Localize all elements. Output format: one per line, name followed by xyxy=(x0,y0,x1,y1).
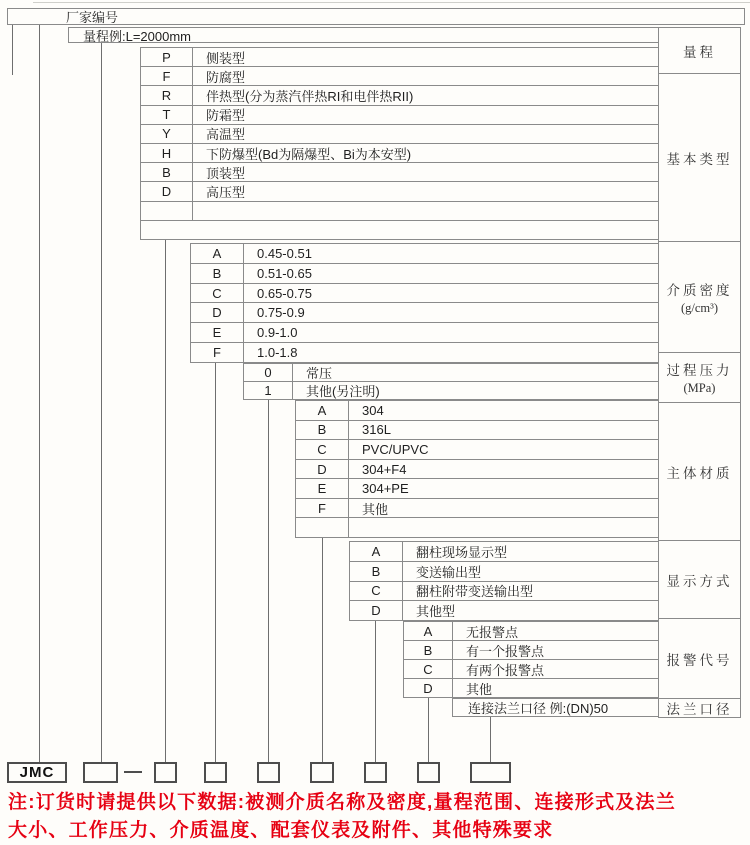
code-cell: A xyxy=(191,244,244,263)
ordering-note-line2: 大小、工作压力、介质温度、配套仪表及附件、其他特殊要求 xyxy=(8,820,554,841)
table-row xyxy=(141,163,658,182)
code-cell xyxy=(141,202,193,220)
table-row xyxy=(404,622,658,641)
label-density: 介质密度 (g/cm³) xyxy=(659,242,740,353)
connector-line-alarm xyxy=(428,698,429,762)
connector-line-density xyxy=(215,363,216,762)
code-cell: D xyxy=(404,679,453,697)
desc-cell: 防腐型 xyxy=(206,69,246,85)
range-example-text: 量程例:L=2000mm xyxy=(83,28,192,44)
desc-cell: 304+PE xyxy=(362,481,409,497)
connector-line-flange xyxy=(490,717,491,762)
desc-cell: 0.75-0.9 xyxy=(257,305,305,321)
code-cell: B xyxy=(404,641,453,659)
code-cell: F xyxy=(191,343,244,362)
connector-stub xyxy=(12,25,13,75)
code-cell: D xyxy=(141,182,193,200)
code-box-alarm xyxy=(417,762,440,783)
code-cell: B xyxy=(141,163,193,181)
desc-cell: 304+F4 xyxy=(362,461,407,477)
connector-line-display xyxy=(375,621,376,762)
code-cell: D xyxy=(191,303,244,322)
desc-cell: 有一个报警点 xyxy=(466,643,545,659)
code-cell: 1 xyxy=(244,382,293,399)
connector-line-factory xyxy=(39,25,40,762)
desc-cell: 其他(另注明) xyxy=(306,384,380,399)
code-box-basic-type xyxy=(154,762,177,783)
table-row xyxy=(141,125,658,144)
desc-cell: PVC/UPVC xyxy=(362,441,429,457)
code-box-range xyxy=(83,762,118,783)
code-cell: R xyxy=(141,86,193,104)
desc-cell: 无报警点 xyxy=(466,624,519,640)
table-row xyxy=(296,518,658,538)
density-table xyxy=(190,243,658,363)
desc-cell: 316L xyxy=(362,422,391,438)
display-mode-table xyxy=(349,541,658,621)
label-pressure: 过程压力 (MPa) xyxy=(659,353,740,403)
table-row xyxy=(191,284,658,304)
table-row xyxy=(191,303,658,323)
desc-cell: 翻柱附带变送输出型 xyxy=(416,584,534,600)
code-cell: A xyxy=(296,401,349,420)
table-row xyxy=(141,86,658,105)
alarm-code-table xyxy=(403,621,658,698)
table-row xyxy=(296,401,658,421)
code-cell: E xyxy=(191,323,244,342)
desc-cell: 下防爆型(Bd为隔爆型、Bi为本安型) xyxy=(206,146,412,162)
connector-line-pressure xyxy=(268,400,269,762)
table-row xyxy=(141,182,658,201)
desc-cell xyxy=(193,221,658,239)
label-alarm-code: 报警代号 xyxy=(659,619,740,699)
desc-cell: 高压型 xyxy=(206,185,246,201)
pressure-table xyxy=(243,363,658,400)
desc-cell xyxy=(193,202,658,220)
label-material: 主体材质 xyxy=(659,403,740,541)
code-box-density xyxy=(204,762,227,783)
desc-cell xyxy=(349,518,658,537)
label-range: 量程 xyxy=(659,28,740,74)
table-row xyxy=(404,641,658,660)
desc-cell: 顶装型 xyxy=(206,165,246,181)
desc-cell: 304 xyxy=(362,402,384,418)
code-cell: B xyxy=(296,421,349,440)
factory-code-row xyxy=(7,8,745,25)
desc-cell: 其他型 xyxy=(416,604,456,620)
code-cell: 0 xyxy=(244,364,293,381)
label-flange-size: 法兰口径 xyxy=(666,702,733,717)
code-cell xyxy=(141,221,193,239)
connector-line-basic-type xyxy=(165,240,166,762)
code-cell: C xyxy=(350,582,403,601)
desc-cell: 其他 xyxy=(362,501,389,517)
code-cell: D xyxy=(296,460,349,479)
table-row xyxy=(141,202,658,221)
material-table xyxy=(295,400,658,538)
table-row xyxy=(404,679,658,698)
code-box-material xyxy=(310,762,334,783)
category-label-column xyxy=(658,27,741,718)
table-row xyxy=(141,106,658,125)
desc-cell: 0.51-0.65 xyxy=(257,265,312,281)
code-cell: P xyxy=(141,48,193,66)
code-cell: A xyxy=(404,622,453,640)
code-cell: Y xyxy=(141,125,193,143)
table-row xyxy=(296,460,658,480)
code-cell xyxy=(296,518,349,537)
code-cell: F xyxy=(141,67,193,85)
table-row xyxy=(141,48,658,67)
code-cell: B xyxy=(191,264,244,283)
code-cell: F xyxy=(296,499,349,518)
table-row xyxy=(244,382,658,400)
factory-code-label: 厂家编号 xyxy=(66,10,119,25)
connector-line-range xyxy=(101,43,102,762)
dash-separator xyxy=(124,771,142,773)
table-row xyxy=(296,440,658,460)
code-cell: C xyxy=(191,284,244,303)
code-cell: E xyxy=(296,479,349,498)
table-row xyxy=(296,421,658,441)
code-cell: A xyxy=(350,542,403,561)
code-cell: B xyxy=(350,562,403,581)
code-box-flange xyxy=(470,762,511,783)
table-row xyxy=(141,221,658,240)
code-cell: C xyxy=(404,660,453,678)
ordering-note xyxy=(8,789,748,845)
table-row xyxy=(244,364,658,382)
desc-cell: 伴热型(分为蒸汽伴热RI和电伴热RII) xyxy=(206,89,414,105)
table-row xyxy=(191,343,658,363)
code-cell: T xyxy=(141,106,193,124)
code-box-display xyxy=(364,762,387,783)
desc-cell: 0.65-0.75 xyxy=(257,285,312,301)
page-top-rule xyxy=(33,2,750,3)
basic-type-table xyxy=(140,47,658,240)
table-row xyxy=(296,499,658,519)
code-box-pressure xyxy=(257,762,280,783)
model-prefix-box xyxy=(7,762,67,783)
table-row xyxy=(191,264,658,284)
table-row xyxy=(191,244,658,264)
desc-cell: 常压 xyxy=(306,366,333,381)
desc-cell: 侧装型 xyxy=(206,50,246,66)
desc-cell: 翻柱现场显示型 xyxy=(416,544,508,560)
ordering-note-line1: 注:订货时请提供以下数据:被测介质名称及密度,量程范围、连接形式及法兰 xyxy=(8,792,676,813)
code-cell: H xyxy=(141,144,193,162)
flange-size-row xyxy=(452,698,658,717)
table-row xyxy=(141,144,658,163)
code-cell: D xyxy=(350,601,403,620)
desc-cell: 防霜型 xyxy=(206,108,246,124)
code-cell: C xyxy=(296,440,349,459)
desc-cell: 高温型 xyxy=(206,127,246,143)
table-row xyxy=(350,582,658,602)
table-row xyxy=(404,660,658,679)
model-prefix-text: JMC xyxy=(19,764,55,781)
desc-cell: 有两个报警点 xyxy=(466,662,545,678)
desc-cell: 0.45-0.51 xyxy=(257,245,312,261)
table-row xyxy=(296,479,658,499)
connector-line-material xyxy=(322,538,323,762)
flange-size-text: 连接法兰口径 例:(DN)50 xyxy=(468,701,609,716)
desc-cell: 变送输出型 xyxy=(416,564,482,580)
table-row xyxy=(141,67,658,86)
table-row xyxy=(350,542,658,562)
desc-cell: 其他 xyxy=(466,681,493,697)
desc-cell: 1.0-1.8 xyxy=(257,345,298,361)
label-basic-type: 基本类型 xyxy=(659,74,740,242)
range-row xyxy=(68,27,658,43)
label-display-mode: 显示方式 xyxy=(659,541,740,619)
table-row xyxy=(191,323,658,343)
desc-cell: 0.9-1.0 xyxy=(257,325,298,341)
table-row xyxy=(350,562,658,582)
table-row xyxy=(350,601,658,621)
